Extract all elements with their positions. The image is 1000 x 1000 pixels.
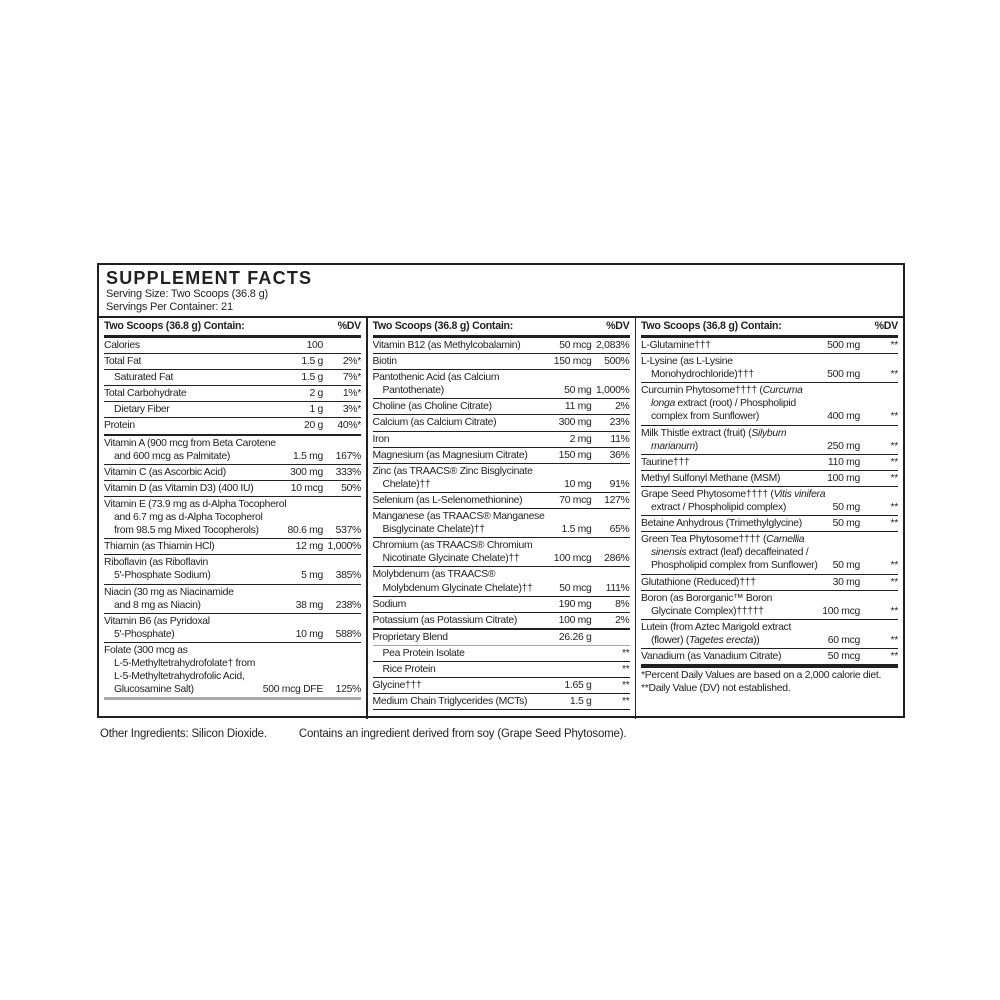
other-ingredients: Other Ingredients: Silicon Dioxide. [100, 728, 267, 740]
nutrient-amount: 500 mg [827, 340, 860, 351]
nutrient-name: Glycinate Complex)††††† [651, 605, 764, 617]
nutrient-amount: 50 mg [832, 518, 860, 530]
nutrient-amount: 150 mg [558, 449, 592, 461]
nutrient-name: Riboflavin (as Riboflavin [104, 557, 208, 569]
nutrient-amount: 12 mg [295, 541, 323, 553]
nutrient-row [104, 585, 361, 614]
nutrient-amount: 20 g [303, 420, 323, 432]
nutrient-name: Saturated Fat [114, 372, 174, 384]
nutrient-amount: 50 mg [564, 385, 592, 397]
nutrient-amount: 110 mg [827, 456, 860, 468]
nutrient-amount: 100 mg [558, 614, 592, 626]
nutrient-row [641, 471, 898, 487]
nutrient-name: Pantothenate) [382, 385, 444, 397]
footnote-percent-dv: *Percent Daily Values are based on a 2,000 calorie diet. [641, 670, 882, 682]
nutrient-dv: ** [890, 634, 898, 646]
nutrient-amount: 100 mcg [822, 605, 860, 617]
nutrient-dv: ** [890, 650, 898, 662]
nutrient-dv: ** [622, 647, 630, 659]
panel-header [99, 265, 903, 316]
nutrient-amount: 50 mg [832, 502, 860, 514]
nutrient-dv [325, 339, 361, 352]
nutrient-row [104, 386, 361, 402]
nutrient-name: Niacin (30 mg as Niacinamide [104, 586, 234, 598]
nutrient-row [373, 678, 630, 694]
panel-title: SUPPLEMENT FACTS [106, 268, 313, 288]
nutrient-row [104, 338, 361, 354]
nutrient-row [373, 415, 630, 431]
nutrient-name: (flower) (Tagetes erecta)) [651, 634, 760, 646]
nutrient-amount: 70 mcg [559, 494, 592, 506]
nutrient-name: from 98.5 mg Mixed Tocopherols) [114, 525, 259, 537]
serving-size: Serving Size: Two Scoops (36.8 g) [106, 288, 268, 300]
nutrient-dv: 127% [604, 494, 630, 506]
nutrient-dv: ** [622, 696, 630, 708]
nutrient-amount: 400 mg [827, 411, 860, 423]
nutrient-row [373, 464, 630, 493]
nutrient-name: Pantothenic Acid (as Calcium [372, 372, 500, 384]
nutrient-row [641, 532, 898, 574]
nutrient-row [373, 370, 630, 399]
nutrient-dv: 1,000% [596, 385, 630, 397]
nutrient-name: Total Carbohydrate [104, 388, 187, 400]
nutrient-name: Total Fat [104, 356, 142, 368]
column-header-dv: %DV [606, 320, 630, 332]
nutrient-name: L-5-Methyltetrahydrofolate† from [114, 657, 256, 669]
nutrient-name: Vitamin A (900 mcg from Beta Carotene [104, 437, 276, 449]
nutrient-rows [641, 338, 898, 666]
nutrient-dv: 286% [604, 553, 630, 565]
nutrient-name: Taurine††† [641, 456, 690, 468]
nutrient-row [641, 591, 898, 620]
column-header-label: Two Scoops (36.8 g) Contain: [641, 320, 782, 332]
nutrient-amount: 10 mcg [290, 482, 323, 494]
facts-column-1 [99, 318, 366, 719]
nutrient-name: Calcium (as Calcium Citrate) [372, 417, 497, 429]
nutrient-name: Vitamin D (as Vitamin D3) (400 IU) [104, 482, 254, 494]
nutrient-row [373, 509, 630, 538]
nutrient-name: Vitamin E (73.9 mg as d-Alpha Tocopherol [104, 498, 287, 510]
nutrient-name: marianum) [651, 440, 698, 452]
nutrient-row [373, 567, 630, 596]
nutrient-row [373, 432, 630, 448]
nutrient-row [641, 354, 898, 383]
footnotes [641, 666, 898, 695]
nutrient-name: L-5-Methyltetrahydrofolic Acid, [114, 671, 245, 683]
facts-column-2 [368, 318, 635, 719]
nutrient-row [104, 481, 361, 497]
nutrient-dv: 537% [335, 525, 361, 537]
nutrient-dv: ** [890, 605, 898, 617]
nutrient-name: Protein [104, 420, 135, 432]
nutrient-dv: 588% [335, 628, 361, 640]
nutrient-name: Curcumin Phytosome†††† (Curcuma [641, 385, 803, 397]
nutrient-amount: 5 mg [301, 570, 323, 582]
nutrient-name: and 8 mg as Niacin) [114, 599, 201, 611]
nutrient-dv: ** [622, 663, 630, 675]
column-header [641, 318, 898, 338]
nutrient-amount: 10 mg [295, 628, 323, 640]
nutrient-amount: 38 mg [295, 599, 323, 611]
nutrient-name: Glucosamine Salt) [114, 684, 194, 696]
nutrient-name: Rice Protein [382, 663, 436, 675]
nutrient-name: Magnesium (as Magnesium Citrate) [372, 449, 528, 461]
nutrient-amount: 1.5 mg [293, 450, 323, 462]
nutrient-row [641, 338, 898, 354]
nutrient-name: longa extract (root) / Phospholipid [651, 398, 796, 410]
nutrient-row [104, 497, 361, 539]
nutrient-amount: 80.6 mg [287, 525, 323, 537]
nutrient-dv: 2% [615, 401, 630, 413]
nutrient-name: Nicotinate Glycinate Chelate)†† [382, 553, 520, 565]
column-header [104, 318, 361, 338]
nutrient-name: Molybdenum (as TRAACS® [372, 569, 496, 581]
nutrient-amount: 11 mg [564, 401, 592, 413]
nutrient-row [641, 575, 898, 591]
nutrient-name: Chelate)†† [382, 478, 431, 490]
nutrient-row [373, 662, 630, 678]
nutrient-dv: 23% [609, 417, 630, 429]
nutrient-name: L-Glutamine††† [641, 340, 711, 351]
facts-columns [99, 316, 903, 719]
nutrient-name: Zinc (as TRAACS® Zinc Bisglycinate [372, 465, 533, 477]
nutrient-amount: 100 [306, 340, 323, 351]
nutrient-name: Potassium (as Potassium Citrate) [372, 614, 518, 626]
column-header-dv: %DV [337, 320, 361, 332]
nutrient-row [104, 402, 361, 418]
nutrient-dv: 7%* [342, 372, 361, 384]
nutrient-name: Biotin [372, 356, 397, 368]
nutrient-row [641, 455, 898, 471]
nutrient-name: Molybdenum Glycinate Chelate)†† [382, 582, 533, 594]
nutrient-dv [594, 631, 630, 644]
nutrient-name: Sodium [372, 598, 406, 610]
nutrient-row [373, 493, 630, 509]
nutrient-dv: 3%* [342, 404, 361, 416]
nutrient-dv: 8% [615, 598, 630, 610]
nutrient-row [373, 538, 630, 567]
nutrient-dv: 50% [341, 482, 361, 494]
nutrient-amount: 1.5 mg [561, 524, 592, 536]
nutrient-row [104, 418, 361, 435]
nutrient-name: Boron (as Bororganic™ Boron [641, 592, 773, 604]
nutrient-name: Betaine Anhydrous (Trimethylglycine) [641, 518, 802, 530]
nutrient-row [373, 597, 630, 613]
nutrient-amount: 10 mg [564, 478, 592, 490]
nutrient-row [641, 383, 898, 425]
nutrient-name: extract / Phospholipid complex) [651, 502, 787, 514]
nutrient-dv: ** [890, 440, 898, 452]
nutrient-dv: 11% [610, 433, 630, 445]
nutrient-amount: 1.5 g [301, 356, 323, 368]
nutrient-name: sinensis extract (leaf) decaffeinated / [651, 547, 809, 559]
nutrient-name: Vitamin B12 (as Methylcobalamin) [372, 340, 521, 351]
nutrient-dv: 1,000% [327, 541, 361, 553]
nutrient-name: 5'-Phosphate Sodium) [114, 570, 211, 582]
nutrient-row [641, 649, 898, 666]
nutrient-name: Lutein (from Aztec Marigold extract [641, 621, 792, 633]
nutrient-row [104, 465, 361, 481]
nutrient-amount: 500 mcg DFE [262, 684, 323, 696]
column-header-label: Two Scoops (36.8 g) Contain: [372, 320, 514, 332]
nutrient-dv: 385% [335, 570, 361, 582]
nutrient-name: Calories [104, 340, 140, 351]
nutrient-dv: ** [890, 456, 898, 468]
nutrient-dv: ** [890, 502, 898, 514]
nutrient-dv: 167% [335, 450, 361, 462]
nutrient-name: Dietary Fiber [114, 404, 170, 416]
nutrient-rows [104, 338, 361, 700]
nutrient-amount: 50 mcg [559, 340, 592, 351]
nutrient-name: Manganese (as TRAACS® Manganese [372, 511, 545, 523]
nutrient-name: and 6.7 mg as d-Alpha Tocopherol [114, 512, 263, 524]
nutrient-name: Green Tea Phytosome†††† (Camellia [641, 534, 805, 546]
nutrient-row [641, 426, 898, 455]
nutrient-row [104, 436, 361, 465]
nutrient-dv: 238% [335, 599, 361, 611]
footnote-not-established: **Daily Value (DV) not established. [641, 682, 791, 694]
nutrient-name: L-Lysine (as L-Lysine [641, 356, 733, 368]
nutrient-row [104, 354, 361, 370]
soy-note: Contains an ingredient derived from soy (Grape Seed Phytosome). [298, 728, 627, 740]
nutrient-amount: 190 mg [558, 598, 592, 610]
nutrient-name: Choline (as Choline Citrate) [372, 401, 492, 413]
nutrient-dv: ** [622, 680, 630, 692]
bottom-notes [100, 727, 626, 741]
nutrient-amount: 150 mcg [553, 356, 592, 368]
nutrient-row [104, 555, 361, 584]
nutrient-amount: 1 g [309, 404, 323, 416]
nutrient-amount: 250 mg [827, 440, 860, 452]
nutrient-dv: 2%* [342, 356, 361, 368]
nutrient-name: Chromium (as TRAACS® Chromium [372, 540, 533, 552]
column-header-label: Two Scoops (36.8 g) Contain: [104, 320, 245, 332]
nutrient-row [104, 539, 361, 555]
nutrient-dv: 65% [609, 524, 630, 536]
nutrient-amount: 26.26 g [558, 631, 592, 643]
column-header-dv: %DV [874, 320, 898, 332]
nutrient-dv: 111% [605, 582, 630, 594]
nutrient-row [104, 643, 361, 700]
nutrient-row [373, 694, 630, 710]
nutrient-name: and 600 mcg as Palmitate) [114, 450, 231, 462]
nutrient-row [373, 448, 630, 464]
nutrient-row [373, 646, 630, 662]
nutrient-name: Vitamin B6 (as Pyridoxal [104, 615, 210, 627]
nutrient-dv: 2% [615, 614, 630, 626]
nutrient-amount: 500 mg [827, 369, 860, 381]
nutrient-dv: 91% [609, 478, 630, 490]
nutrient-amount: 100 mg [827, 472, 860, 484]
nutrient-amount: 300 mg [290, 466, 323, 478]
nutrient-dv: ** [890, 340, 898, 351]
nutrient-amount: 50 mcg [827, 650, 860, 662]
nutrient-row [104, 370, 361, 386]
nutrient-dv: 1%* [342, 388, 361, 400]
nutrient-amount: 300 mg [558, 417, 592, 429]
nutrient-row [373, 399, 630, 415]
nutrient-dv: 500% [604, 356, 630, 368]
nutrient-dv: 125% [335, 684, 361, 696]
nutrient-name: Selenium (as L-Selenomethionine) [372, 494, 523, 506]
nutrient-row [641, 620, 898, 649]
nutrient-rows [373, 338, 630, 710]
nutrient-amount: 50 mg [832, 560, 860, 572]
nutrient-amount: 1.5 g [569, 696, 592, 708]
nutrient-row [641, 487, 898, 516]
nutrient-name: Pea Protein Isolate [382, 647, 465, 659]
nutrient-dv: ** [890, 369, 898, 381]
nutrient-amount: 30 mg [832, 576, 860, 588]
nutrient-name: Proprietary Blend [372, 631, 448, 643]
nutrient-dv: ** [890, 518, 898, 530]
nutrient-name: Glycine††† [372, 680, 422, 692]
nutrient-amount: 2 g [309, 388, 323, 400]
nutrient-row [373, 354, 630, 370]
nutrient-amount: 100 mcg [553, 553, 592, 565]
nutrient-row [373, 613, 630, 630]
nutrient-row [641, 516, 898, 532]
nutrient-name: Phospholipid complex from Sunflower) [651, 560, 818, 572]
nutrient-row [104, 614, 361, 643]
nutrient-name: 5'-Phosphate) [114, 628, 175, 640]
nutrient-amount: 2 mg [569, 433, 592, 445]
nutrient-name: Folate (300 mcg as [104, 644, 188, 656]
nutrient-name: Iron [372, 433, 390, 445]
nutrient-dv: 40%* [337, 420, 361, 432]
servings-per-container: Servings Per Container: 21 [106, 301, 233, 313]
nutrient-name: Glutathione (Reduced)††† [641, 576, 756, 588]
nutrient-name: Methyl Sulfonyl Methane (MSM) [641, 472, 781, 484]
nutrient-row [373, 338, 630, 354]
column-header [373, 318, 630, 338]
facts-column-3 [636, 318, 903, 719]
nutrient-name: Medium Chain Triglycerides (MCTs) [372, 696, 528, 708]
nutrient-amount: 50 mcg [559, 582, 592, 594]
nutrient-amount: 1.5 g [301, 372, 323, 384]
nutrient-dv: ** [890, 560, 898, 572]
nutrient-dv: ** [890, 576, 898, 588]
nutrient-name: complex from Sunflower) [651, 411, 760, 423]
nutrient-name: Thiamin (as Thiamin HCl) [104, 541, 215, 553]
nutrient-name: Bisglycinate Chelate)†† [382, 524, 485, 536]
nutrient-name: Milk Thistle extract (fruit) (Silybum [641, 427, 787, 439]
nutrient-name: Monohydrochloride)††† [651, 369, 754, 381]
nutrient-dv: ** [890, 472, 898, 484]
nutrient-name: Grape Seed Phytosome†††† (Vitis vinifera [641, 488, 826, 500]
nutrient-dv: ** [890, 411, 898, 423]
nutrient-amount: 1.65 g [564, 680, 592, 692]
nutrient-dv: 2,083% [596, 340, 630, 351]
nutrient-dv: 36% [609, 449, 630, 461]
nutrient-name: Vitamin C (as Ascorbic Acid) [104, 466, 226, 478]
nutrient-dv: 333% [335, 466, 361, 478]
nutrient-row [373, 630, 630, 646]
nutrient-name: Vanadium (as Vanadium Citrate) [641, 650, 782, 662]
supplement-facts-panel [97, 263, 905, 718]
nutrient-amount: 60 mcg [827, 634, 860, 646]
